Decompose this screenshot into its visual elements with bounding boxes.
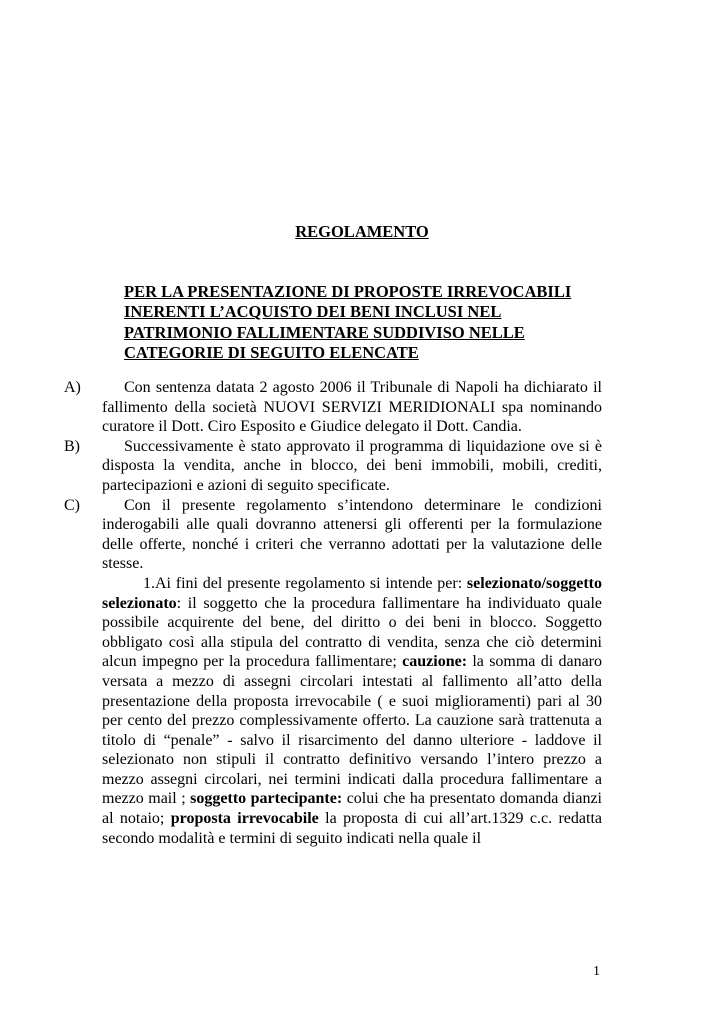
list-item-b xyxy=(64,437,602,496)
list-item-c xyxy=(64,496,602,574)
document-subtitle xyxy=(124,282,600,364)
list-marker: C) xyxy=(64,496,80,514)
term-proposta-irrevocabile: proposta irrevocabile xyxy=(170,810,319,828)
definition-soggetto-partecipante: colui che ha presentato domanda dianzi al notaio; xyxy=(102,790,603,828)
subtitle-line: PATRIMONIO FALLIMENTARE SUDDIVISO NELLE xyxy=(124,322,525,342)
list-item-text: Successivamente è stato approvato il programma di liquidazione ove si è disposta la vendita, anche in blocco, dei beni immobili, mobili, crediti, partecipazioni e azioni di seguito specificate. xyxy=(102,437,602,494)
list-marker: A) xyxy=(64,379,81,396)
term-selezionato: selezionato/soggetto selezionato xyxy=(102,574,602,612)
subtitle-line: CATEGORIE DI SEGUITO ELENCATE xyxy=(124,343,419,363)
document-title: REGOLAMENTO xyxy=(295,222,429,241)
term-cauzione: cauzione: xyxy=(402,653,468,671)
list-item-a xyxy=(64,378,602,437)
subtitle-line: PER LA PRESENTAZIONE DI PROPOSTE IRREVOCABILI xyxy=(124,282,572,301)
document-body xyxy=(64,378,603,848)
paragraph-1 xyxy=(83,574,602,848)
paragraph-intro: Ai fini del presente regolamento si intende per: xyxy=(155,574,467,592)
paragraph-marker: 1. xyxy=(143,574,155,592)
subtitle-line: INERENTI L’ACQUISTO DEI BENI INCLUSI NEL xyxy=(124,302,502,322)
term-soggetto-partecipante: soggetto partecipante: xyxy=(190,790,343,808)
list-item-text: Con sentenza datata 2 agosto 2006 il Tribunale di Napoli ha dichiarato il fallimento della società NUOVI SERVIZI MERIDIONALI spa nominando curatore il Dott. Ciro Esposito e Giudice delegato il Dott. Candia. xyxy=(102,379,602,436)
list-marker: B) xyxy=(64,437,80,455)
list-item-text: Con il presente regolamento s’intendono determinare le condizioni inderogabili alle quali dovranno attenersi gli offerenti per la formulazione delle offerte, nonché i criteri che verranno adottati per la valutazione delle stesse. xyxy=(102,496,602,573)
definition-selezionato: : il soggetto che la procedura fallimentare ha individuato quale possibile acquirente del bene, del diritto o dei beni in blocco. Soggetto obbligato così alla stipula del contratto di vendita, senza che ciò determini alcun impegno per la procedura fallimentare; xyxy=(102,594,602,671)
definition-cauzione: la somma di danaro versata a mezzo di assegni circolari intestati al fallimento all’atto della presentazione della proposta irrevocabile ( e suoi miglioramenti) pari al 30 per cento del prezzo complessivamente offerto. La cauzione sarà trattenuta a titolo di “penale” - salvo il risarcimento del danno ulteriore - laddove il selezionato non stipuli il contratto definitivo versando l’intero prezzo a mezzo assegni circolari, nei termini indicati dalla procedura fallimentare a mezzo mail ; xyxy=(102,653,602,808)
page-number: 1 xyxy=(593,964,600,979)
definition-proposta-irrevocabile: la proposta di cui all’art.1329 c.c. redatta secondo modalità e termini di seguito indicati nella quale il xyxy=(102,810,602,847)
